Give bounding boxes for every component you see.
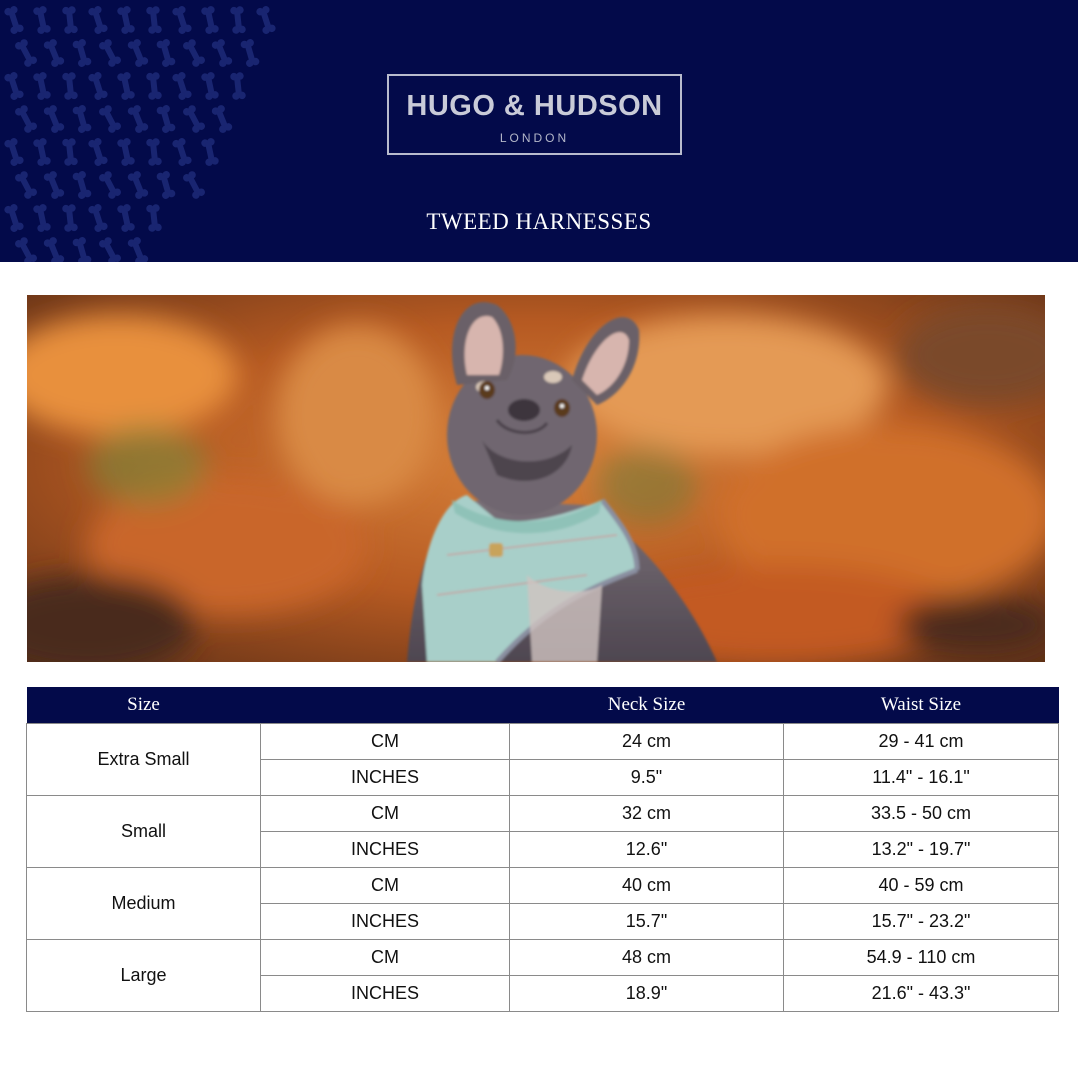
bone-icon: [182, 104, 207, 134]
table-row: [27, 940, 1059, 976]
bone-icon: [72, 170, 92, 200]
waist-cell: 40 - 59 cm: [784, 868, 1059, 904]
brand-location: LONDON: [499, 131, 570, 145]
bone-icon: [230, 6, 246, 34]
bone-icon: [62, 72, 78, 100]
bone-icon: [43, 236, 66, 262]
bone-icon: [211, 38, 234, 68]
bone-icon: [43, 38, 66, 68]
neck-cell: 48 cm: [510, 940, 784, 976]
bone-icon: [117, 137, 136, 166]
waist-cell: 29 - 41 cm: [784, 724, 1059, 760]
bone-icon: [171, 5, 192, 35]
neck-cell: 18.9": [510, 976, 784, 1012]
unit-cell: CM: [261, 724, 510, 760]
bone-icon: [87, 71, 108, 101]
bone-icon: [146, 6, 162, 34]
bone-icon: [3, 137, 24, 167]
waist-cell: 13.2" - 19.7": [784, 832, 1059, 868]
size-cell: Large: [27, 940, 261, 1012]
bone-icon: [211, 104, 234, 134]
bone-icon: [201, 5, 220, 34]
table-header-row: [27, 687, 1059, 724]
size-cell: Extra Small: [27, 724, 261, 796]
unit-cell: INCHES: [261, 904, 510, 940]
waist-cell: 15.7" - 23.2": [784, 904, 1059, 940]
size-cell: Medium: [27, 868, 261, 940]
bone-icon: [14, 38, 39, 68]
header-neck-size: Neck Size: [510, 687, 784, 724]
header-unit: [261, 687, 510, 724]
bone-icon: [33, 5, 52, 34]
waist-cell: 11.4" - 16.1": [784, 760, 1059, 796]
bone-icon: [127, 236, 150, 262]
bone-icon: [117, 71, 136, 100]
bone-icon: [72, 104, 92, 134]
bone-icon: [156, 170, 176, 200]
bone-icon: [240, 38, 260, 68]
bone-icon: [43, 104, 66, 134]
unit-cell: CM: [261, 796, 510, 832]
unit-cell: INCHES: [261, 832, 510, 868]
bone-icon: [171, 71, 192, 101]
unit-cell: INCHES: [261, 976, 510, 1012]
bone-icon: [72, 236, 92, 262]
size-chart-table: [26, 687, 1059, 1012]
bone-icon: [171, 137, 192, 167]
bone-icon: [3, 71, 24, 101]
size-cell: Small: [27, 796, 261, 868]
neck-cell: 15.7": [510, 904, 784, 940]
bone-icon: [62, 138, 78, 166]
header-waist-size: Waist Size: [784, 687, 1059, 724]
brand-logo: [387, 74, 682, 155]
neck-cell: 40 cm: [510, 868, 784, 904]
bone-icon: [33, 137, 52, 166]
brand-header: [0, 0, 1078, 262]
bone-icon: [98, 104, 123, 134]
bone-icon: [156, 104, 176, 134]
page-title: TWEED HARNESSES: [426, 209, 652, 234]
waist-cell: 54.9 - 110 cm: [784, 940, 1059, 976]
neck-cell: 24 cm: [510, 724, 784, 760]
bone-icon: [146, 72, 162, 100]
bone-icon: [3, 5, 24, 35]
bone-icon: [127, 38, 150, 68]
bone-icon: [182, 170, 207, 200]
bone-icon: [255, 5, 276, 35]
unit-cell: CM: [261, 868, 510, 904]
bone-icon: [127, 104, 150, 134]
bone-icon: [33, 71, 52, 100]
bone-icon: [14, 236, 39, 262]
bone-icon: [230, 72, 246, 100]
bone-icon: [62, 6, 78, 34]
bone-icon: [201, 137, 220, 166]
bone-icon: [14, 170, 39, 200]
bone-icon: [98, 38, 123, 68]
neck-cell: 12.6": [510, 832, 784, 868]
brand-name: HUGO & HUDSON: [406, 90, 663, 122]
bone-icon: [87, 5, 108, 35]
bone-icon: [87, 137, 108, 167]
table-row: [27, 724, 1059, 760]
bone-icon: [43, 170, 66, 200]
bone-icon: [98, 170, 123, 200]
bone-icon: [146, 138, 162, 166]
bone-icon: [156, 38, 176, 68]
unit-cell: CM: [261, 940, 510, 976]
bone-icon: [14, 104, 39, 134]
neck-cell: 9.5": [510, 760, 784, 796]
bone-icon: [98, 236, 123, 262]
neck-cell: 32 cm: [510, 796, 784, 832]
bone-icon: [127, 170, 150, 200]
waist-cell: 33.5 - 50 cm: [784, 796, 1059, 832]
dog-illustration: [27, 295, 1045, 662]
table-row: [27, 868, 1059, 904]
waist-cell: 21.6" - 43.3": [784, 976, 1059, 1012]
unit-cell: INCHES: [261, 760, 510, 796]
header-size: Size: [27, 687, 261, 724]
dog-photo: [27, 295, 1045, 662]
bone-icon: [117, 5, 136, 34]
bone-icon: [72, 38, 92, 68]
table-row: [27, 796, 1059, 832]
bone-icon: [201, 71, 220, 100]
bone-icon: [182, 38, 207, 68]
